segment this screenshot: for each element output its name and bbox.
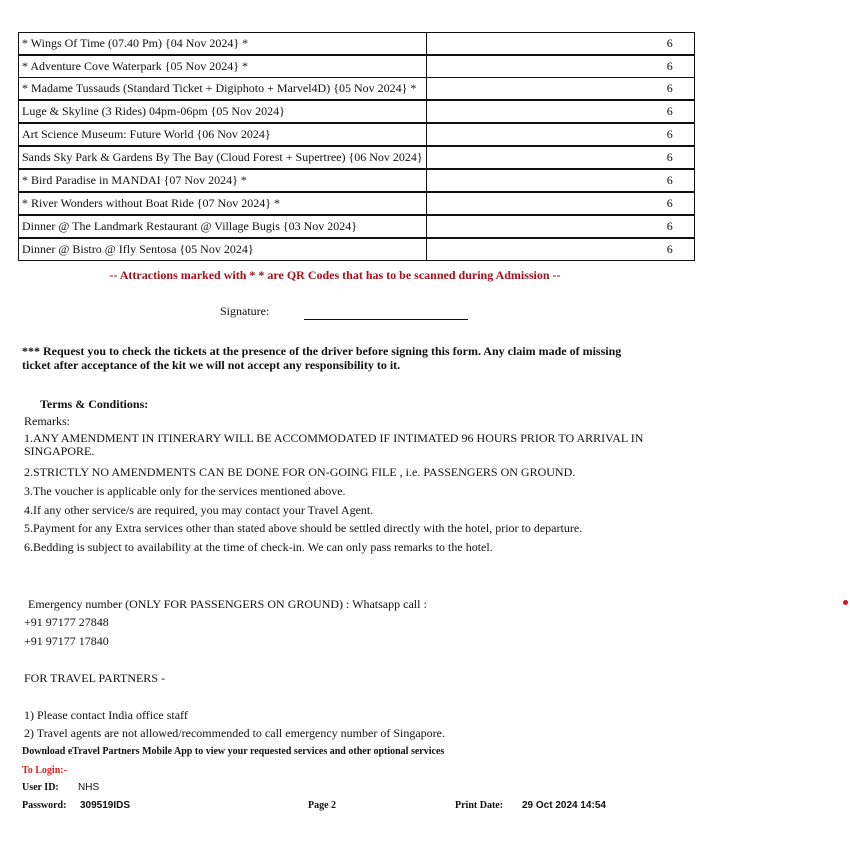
travel-partners-item-1: 1) Please contact India office staff — [24, 708, 188, 722]
table-row — [19, 123, 695, 146]
table-row — [19, 100, 695, 123]
print-date-value: 29 Oct 2024 14:54 — [522, 800, 606, 811]
ticket-qty: 6 — [666, 104, 673, 118]
travel-partners-item-2: 2) Travel agents are not allowed/recommended to call emergency number of Singapore. — [24, 726, 445, 740]
ticket-name: * Bird Paradise in MANDAI {07 Nov 2024} * — [19, 169, 427, 192]
red-dot-mark — [843, 600, 848, 605]
table-row — [19, 215, 695, 238]
ticket-qty-cell — [426, 169, 694, 192]
ticket-qty: 6 — [666, 242, 673, 256]
remark-6: 6.Bedding is subject to availability at the time of check-in. We can only pass remarks to the hotel. — [24, 540, 493, 554]
ticket-qty-cell — [426, 55, 694, 78]
ticket-qty-cell — [426, 215, 694, 238]
ticket-qty: 6 — [666, 81, 673, 95]
table-row — [19, 192, 695, 215]
user-id-value: NHS — [78, 782, 100, 793]
ticket-qty: 6 — [666, 36, 673, 50]
ticket-qty: 6 — [666, 127, 673, 141]
ticket-qty-cell — [426, 238, 694, 261]
ticket-name: * River Wonders without Boat Ride {07 Nov 2024} * — [19, 192, 427, 215]
remark-2: 2.STRICTLY NO AMENDMENTS CAN BE DONE FOR ON-GOING FILE , i.e. PASSENGERS ON GROUND. — [24, 465, 576, 479]
table-row — [19, 146, 695, 169]
remark-3: 3.The voucher is applicable only for the services mentioned above. — [24, 484, 346, 498]
print-date-label: Print Date: — [455, 800, 504, 811]
user-id-label: User ID: — [22, 782, 59, 793]
signature-label: Signature: — [220, 304, 270, 318]
remark-5: 5.Payment for any Extra services other than stated above should be settled directly with the hotel, prior to departure. — [24, 521, 583, 535]
ticket-name: * Wings Of Time (07.40 Pm) {04 Nov 2024} * — [19, 33, 427, 56]
password-label: Password: — [22, 800, 67, 811]
ticket-qty-cell — [426, 123, 694, 146]
ticket-qty: 6 — [666, 59, 673, 73]
ticket-qty-cell — [426, 100, 694, 123]
emergency-label: Emergency number (ONLY FOR PASSENGERS ON GROUND) : Whatsapp call : — [28, 597, 427, 611]
ticket-name: * Madame Tussauds (Standard Ticket + Digiphoto + Marvel4D) {05 Nov 2024} * — [19, 78, 427, 101]
terms-title: Terms & Conditions: — [40, 397, 149, 411]
qr-code-note: -- Attractions marked with * * are QR Codes that has to be scanned during Admission -- — [109, 268, 561, 282]
remark-4: 4.If any other service/s are required, you may contact your Travel Agent. — [24, 503, 374, 517]
ticket-qty: 6 — [666, 196, 673, 210]
table-row — [19, 33, 695, 56]
ticket-name: Dinner @ Bistro @ Ifly Sentosa {05 Nov 2024} — [19, 238, 427, 261]
ticket-name: Dinner @ The Landmark Restaurant @ Village Bugis {03 Nov 2024} — [19, 215, 427, 238]
table-row — [19, 238, 695, 261]
app-download-note: Download eTravel Partners Mobile App to view your requested services and other optional services — [22, 746, 445, 757]
ticket-name: * Adventure Cove Waterpark {05 Nov 2024} * — [19, 55, 427, 78]
password-value: 309519IDS — [80, 800, 131, 811]
remark-1: 1.ANY AMENDMENT IN ITINERARY WILL BE ACCOMMODATED IF INTIMATED 96 HOURS PRIOR TO ARRIVAL IN SINGAPORE. — [24, 431, 644, 458]
table-row — [19, 169, 695, 192]
ticket-qty: 6 — [666, 219, 673, 233]
table-row — [19, 55, 695, 78]
login-title: To Login:- — [22, 765, 67, 776]
table-row — [19, 78, 695, 101]
ticket-name: Sands Sky Park & Gardens By The Bay (Cloud Forest + Supertree) {06 Nov 2024} — [19, 146, 427, 169]
ticket-name: Art Science Museum: Future World {06 Nov 2024} — [19, 123, 427, 146]
signature-line — [304, 319, 468, 320]
ticket-qty: 6 — [666, 150, 673, 164]
ticket-qty-cell — [426, 78, 694, 101]
ticket-check-warning: *** Request you to check the tickets at the presence of the driver before signing this form. Any claim made of missing ticket after acceptance of the kit we will not accept any responsibility to it. — [22, 344, 622, 372]
ticket-name: Luge & Skyline (3 Rides) 04pm-06pm {05 Nov 2024} — [19, 100, 427, 123]
page-number: Page 2 — [308, 800, 337, 811]
ticket-qty-cell — [426, 33, 694, 56]
tickets-table — [18, 32, 695, 261]
ticket-qty-cell — [426, 192, 694, 215]
travel-partners-title: FOR TRAVEL PARTNERS - — [24, 671, 165, 685]
remarks-label: Remarks: — [24, 414, 70, 428]
emergency-phone-2: +91 97177 17840 — [24, 634, 109, 648]
ticket-qty: 6 — [666, 173, 673, 187]
emergency-phone-1: +91 97177 27848 — [24, 615, 109, 629]
ticket-qty-cell — [426, 146, 694, 169]
